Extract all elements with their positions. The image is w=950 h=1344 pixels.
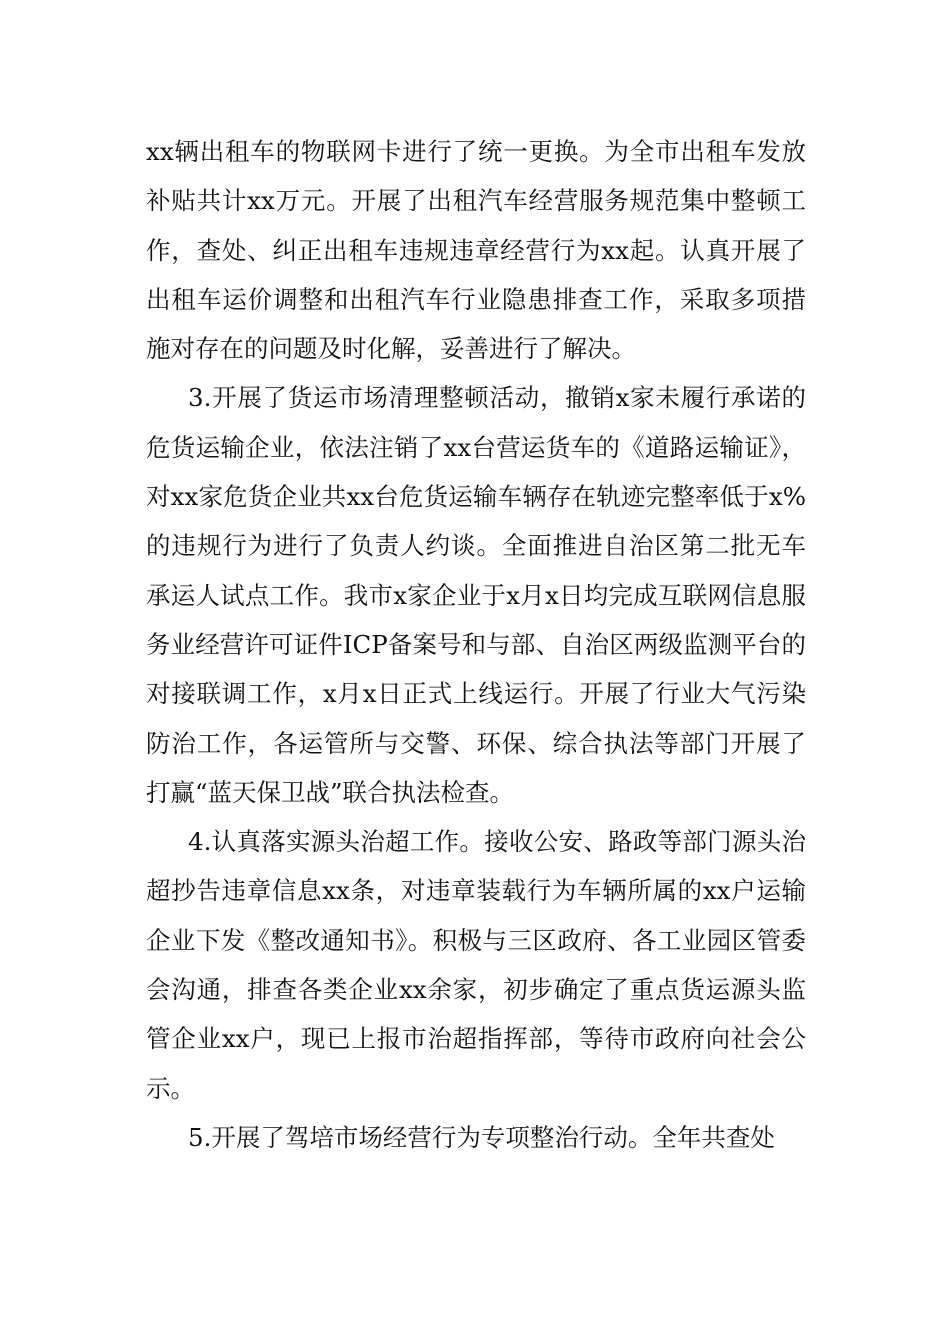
document-body [146,127,806,1162]
paragraph-3-freight-market: 3.开展了货运市场清理整顿活动，撤销x家未履行承诺的危货运输企业，依法注销了xx台营运货车的《道路运输证》，对xx家危货企业共xx台危货运输车辆存在轨迹完整率低于x%的违规行为进行了负责人约谈。全面推进自治区第二批无车承运人试点工作。我市x家企业于x月x日均完成互联网信息服务业经营许可证件ICP备案号和与部、自治区两级监测平台的对接联调工作，x月x日正式上线运行。开展了行业大气污染防治工作，各运管所与交警、环保、综合执法等部门开展了打赢“蓝天保卫战”联合执法检查。 [146,383,806,807]
paragraph-taxi-continuation: xx辆出租车的物联网卡进行了统一更换。为全市出租车发放补贴共计xx万元。开展了出租汽车经营服务规范集中整顿工作，查处、纠正出租车违规违章经营行为xx起。认真开展了出租车运价调整和出租汽车行业隐患排查工作，采取多项措施对存在的问题及时化解，妥善进行了解决。 [146,137,806,364]
paragraph-5-driving-training: 5.开展了驾培市场经营行为专项整治行动。全年共查处 [188,1122,775,1152]
paragraph-4-overload-control: 4.认真落实源头治超工作。接收公安、路政等部门源头治超抄告违章信息xx条，对违章装载行为车辆所属的xx户运输企业下发《整改通知书》。积极与三区政府、各工业园区管委会沟通，排查各类企业xx余家，初步确定了重点货运源头监管企业xx户，现已上报市治超指挥部，等待市政府向社会公示。 [146,827,806,1103]
